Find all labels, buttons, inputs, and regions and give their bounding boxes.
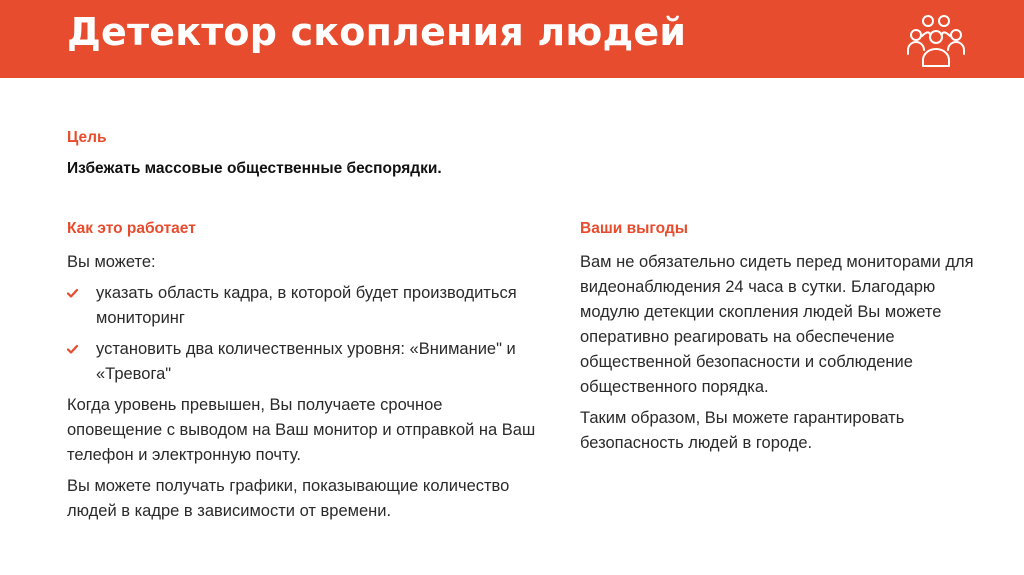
people-group-icon (906, 12, 966, 68)
benefits-section (580, 250, 980, 462)
goal-text: Избежать массовые общественные беспорядки. (67, 160, 442, 177)
list-item-text: установить два количественных уровня: «Внимание" и «Тревога" (96, 340, 516, 383)
page-title: Детектор скопления людей (67, 10, 687, 54)
list-item (67, 337, 537, 387)
how-it-works-section (67, 250, 537, 530)
benefits-paragraph: Вам не обязательно сидеть перед мониторами для видеонаблюдения 24 часа в сутки. Благодарю модулю детекции скопления людей Вы можете оперативно реагировать на обеспечение общественной безопасности и соблюдение общественного порядка. (580, 253, 974, 396)
intro-text: Вы можете: (67, 253, 156, 271)
header-banner (0, 0, 1024, 78)
charts-paragraph: Вы можете получать графики, показывающие количество людей в кадре в зависимости от времени. (67, 477, 510, 520)
conclusion-paragraph: Таким образом, Вы можете гарантировать безопасность людей в городе. (580, 409, 905, 452)
check-icon (67, 289, 78, 298)
alert-paragraph: Когда уровень превышен, Вы получаете срочное оповещение с выводом на Ваш монитор и отправкой на Ваш телефон и электронную почту. (67, 396, 536, 464)
benefits-label: Ваши выгоды (580, 220, 688, 237)
check-icon (67, 345, 78, 354)
feature-list (67, 281, 537, 387)
goal-label: Цель (67, 129, 107, 146)
list-item-text: указать область кадра, в которой будет производиться мониторинг (96, 284, 517, 327)
list-item (67, 281, 537, 331)
how-it-works-label: Как это работает (67, 220, 196, 237)
